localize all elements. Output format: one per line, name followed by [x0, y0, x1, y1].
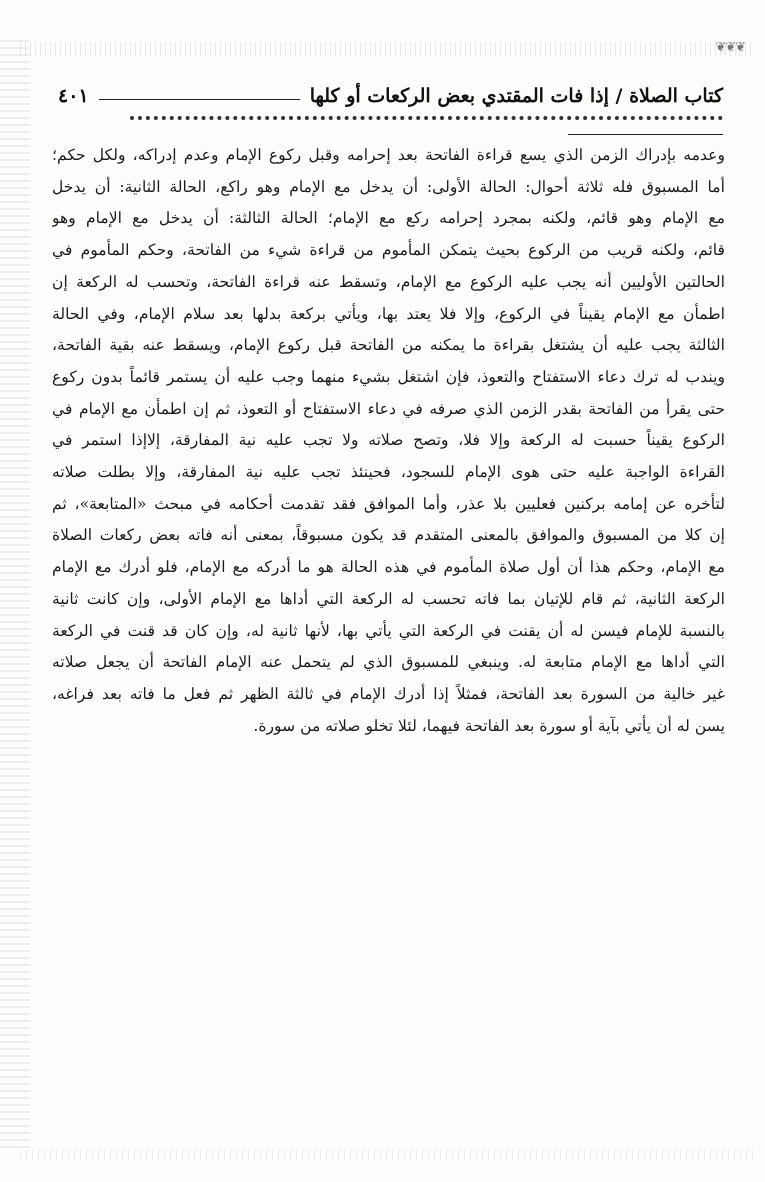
running-title: كتاب الصلاة / إذا فات المقتدي بعض الركعات أو كلها: [309, 85, 723, 107]
text-line: أما المسبوق فله ثلاثة أحوال: الحالة الأولى: أن يدخل مع الإمام وهو راكع، الحالة الثانية: أن يدخل: [52, 177, 725, 196]
text-line: الثالثة يجب عليه أن يشتغل بقراءة ما يمكنه من الفاتحة قبل ركوع الإمام، ويسقط عنه بقية الفاتحة،: [52, 336, 725, 355]
text-line: الركعة الثانية، ثم قام للإتيان بما فاته تحسب له الركعة التي أداها مع الإمام الأولى، وإن كانت ثانية: [52, 589, 725, 608]
page-number: ٤٠١: [58, 85, 89, 107]
main-text: [52, 140, 725, 742]
header-rule: [99, 99, 300, 100]
text-line: غير خالية من السورة بعد الفاتحة، فمثلاً إذا أدرك الإمام في ثالثة الظهر ثم فعل ما فاته بعد فراغه،: [52, 684, 725, 703]
text-line: بالنسبة للإمام فيسن له أن يقنت في الركعة التي يأتي بها، لأنها ثانية له، وإن كان قد قنت في الركعة: [52, 621, 725, 640]
text-line: الركوع يقيناً حسبت له الركعة وإلا فلا، وتصح صلاته ولا تجب عليه نية المفارقة، إلاإذا استمر في: [52, 431, 725, 450]
ornament-icon: ❦❦❦: [715, 40, 745, 55]
text-line: التي أداها مع الإمام متابعة له. وينبغي للمسبوق الذي لم يتحمل عنه الإمام الفاتحة أن يجعل صلاته: [52, 653, 725, 672]
text-line: الحالتين الأوليين أنه يجب عليه الركوع مع الإمام، وتسقط عنه قراءة الفاتحة، وتحسب له الركعة إن: [52, 272, 725, 291]
footnote-rule: [568, 134, 723, 135]
text-line: مع الإمام وهو قائم، ولكنه بمجرد إحرامه ركع مع الإمام؛ الحالة الثالثة: أن يدخل مع الإمام وهو: [52, 209, 725, 228]
text-line: ويندب له ترك دعاء الاستفتاح والتعوذ، فإن اشتغل بشيء منهما وجب عليه أن يستمر قائماً بدون ركوع: [52, 367, 725, 386]
dotted-separator: [130, 116, 723, 130]
text-line: قائم، ولكنه قريب من الركوع بحيث يتمكن المأموم من قراءة شيء من الفاتحة، وحكم المأموم في: [52, 241, 725, 260]
text-line: وعدمه بإدراك الزمن الذي يسع قراءة الفاتحة بعد إحرامه وقبل ركوع الإمام وعدم إدراكه، ولكل حكم؛: [52, 146, 725, 164]
scan-top-border: [20, 42, 755, 56]
scan-left-edge: [0, 40, 30, 1152]
text-line: اطمأن مع الإمام يقيناً في الركوع، وإلا فلا يعتد بها، ويأتي بركعة بدلها بعد سلام الإمام، وفي الحالة: [52, 304, 725, 323]
page-header: [58, 78, 723, 114]
text-line: لتأخره عن إمامه بركنين فعليين بلا عذر، وأما الموافق فقد تقدمت أحكامه في مبحث «المتابعة»، ثم: [52, 494, 725, 513]
text-line: إن كلا من المسبوق والموافق بالمعنى المتقدم قد يكون مسبوقاً، بمعنى أنه فاته بعض ركعات الصلاة: [52, 526, 725, 545]
text-line: حتى يقرأ من الفاتحة بقدر الزمن الذي صرفه في دعاء الاستفتاح أو التعوذ، ثم إن اطمأن مع الإمام في: [52, 399, 725, 418]
text-line: مع الإمام، وحكم هذا أن أول صلاة المأموم في هذه الحالة هو ما أدركه مع الإمام، فلو أدرك مع الإمام: [52, 558, 725, 577]
text-line: القراءة الواجبة عليه حتى هوى الإمام للسجود، فحينئذ تجب عليه نية المفارقة، وإلا بطلت صلاته: [52, 463, 725, 482]
text-line: يسن له أن يأتي بآية أو سورة بعد الفاتحة فيهما، لئلا تخلو صلاته من سورة.: [253, 716, 725, 735]
scan-bottom-border: [20, 1150, 755, 1160]
